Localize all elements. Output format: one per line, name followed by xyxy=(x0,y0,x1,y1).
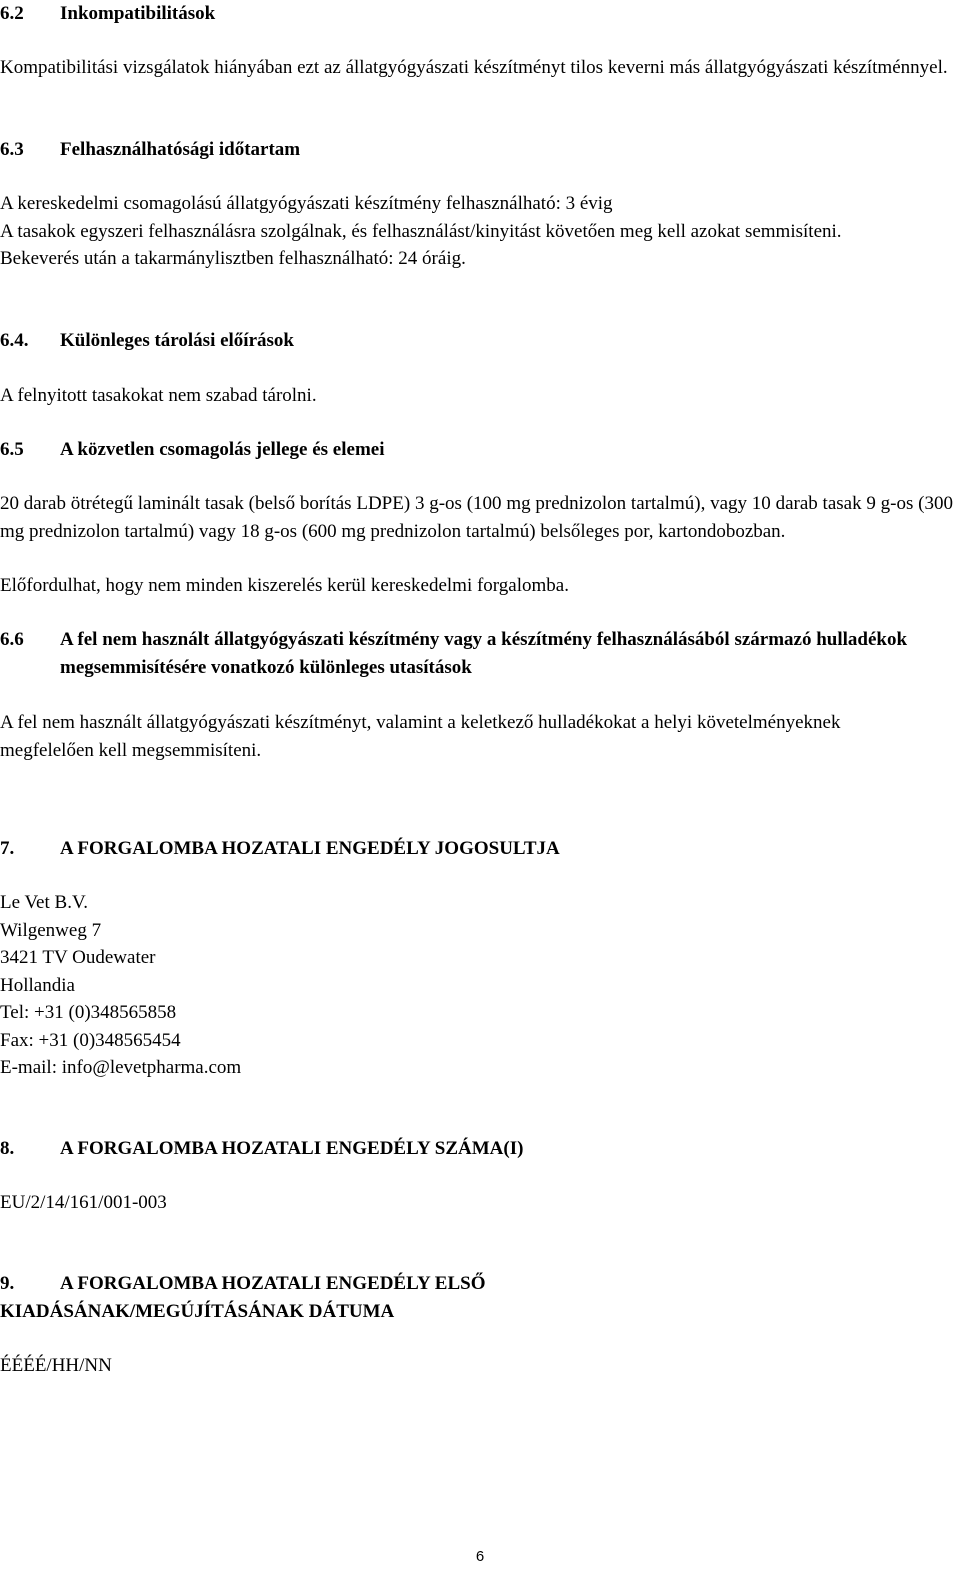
section-6-5-heading: 6.5 A közvetlen csomagolás jellege és elemei xyxy=(0,439,385,460)
holder-fax: Fax: +31 (0)348565454 xyxy=(0,1029,181,1051)
authorisation-number: EU/2/14/161/001-003 xyxy=(0,1192,167,1213)
section-6-4-text: A felnyitott tasakokat nem szabad tárolni. xyxy=(0,385,317,406)
holder-phone: Tel: +31 (0)348565858 xyxy=(0,1002,177,1023)
holder-address xyxy=(0,889,953,1082)
section-8-heading: 8. A FORGALOMBA HOZATALI ENGEDÉLY SZÁMA(I) xyxy=(0,1138,524,1159)
holder-street: Wilgenweg 7 xyxy=(0,919,102,941)
section-6-2-heading: 6.2 Inkompatibilitások xyxy=(0,3,216,24)
page-number: 6 xyxy=(475,1548,485,1565)
holder-city: 3421 TV Oudewater xyxy=(0,947,156,968)
section-7-heading: 7. A FORGALOMBA HOZATALI ENGEDÉLY JOGOSULTJA xyxy=(0,838,560,859)
section-6-3-text: A kereskedelmi csomagolású állatgyógyászati készítmény felhasználható: 3 évig A tasakok egyszeri felhasználásra szolgálnak, és felhasználást/kinyitást követően meg kell azokat semmisíteni. Bekeverés után a takarmánylisztben felhasználható: 24 óráig. xyxy=(0,193,842,269)
section-6-3-heading: 6.3 Felhasználhatósági időtartam xyxy=(0,139,301,160)
section-9-heading: 9. A FORGALOMBA HOZATALI ENGEDÉLY ELSŐ KIADÁSÁNAK/MEGÚJÍTÁSÁNAK DÁTUMA xyxy=(0,1273,486,1322)
holder-name: Le Vet B.V. xyxy=(0,892,88,913)
section-6-6-text: A fel nem használt állatgyógyászati készítményt, valamint a keletkező hulladékokat a helyi követelményeknek megfelelően kell megsemmisíteni. xyxy=(0,712,841,761)
holder-country: Hollandia xyxy=(0,974,75,996)
section-6-4-heading: 6.4. Különleges tárolási előírások xyxy=(0,330,294,351)
authorisation-date: ÉÉÉÉ/HH/NN xyxy=(0,1355,112,1376)
section-6-2-text: Kompatibilitási vizsgálatok hiányában ezt az állatgyógyászati készítményt tilos keverni más állatgyógyászati készítménnyel. xyxy=(0,57,948,78)
section-6-5-text: 20 darab ötrétegű laminált tasak (belső borítás LDPE) 3 g-os (100 mg prednizolon tartalmú), vagy 10 darab tasak 9 g-os (300 mg prednizolon tartalmú) vagy 18 g-os (600 mg prednizolon tartalmú) belsőleges por, kartondobozban. xyxy=(0,493,953,542)
holder-email: E-mail: info@levetpharma.com xyxy=(0,1057,242,1078)
section-6-6-heading: 6.6 A fel nem használt állatgyógyászati készítmény vagy a készítmény felhasználásából származó hulladékok megsemmisítésére vonatkozó különleges utasítások xyxy=(0,629,908,678)
section-6-5-note: Előfordulhat, hogy nem minden kiszerelés kerül kereskedelmi forgalomba. xyxy=(0,575,569,596)
